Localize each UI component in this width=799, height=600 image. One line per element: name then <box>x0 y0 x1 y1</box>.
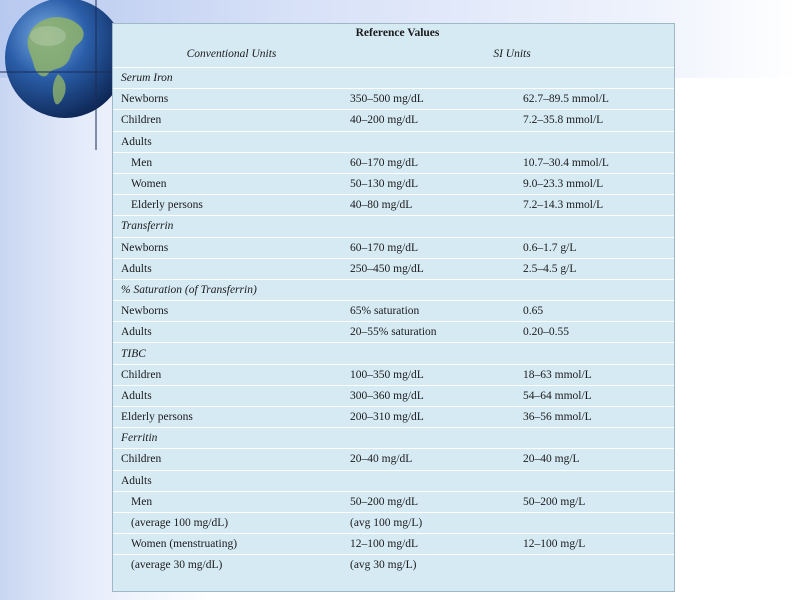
section-label: TIBC <box>113 343 342 364</box>
row-label: (average 30 mg/dL) <box>113 555 342 576</box>
conventional-value: 40–200 mg/dL <box>342 110 515 131</box>
si-value <box>515 555 674 576</box>
si-value: 7.2–14.3 mmol/L <box>515 195 674 216</box>
table-row <box>113 449 674 470</box>
si-value: 12–100 mg/L <box>515 534 674 555</box>
row-label: Adults <box>113 131 342 152</box>
si-value: 2.5–4.5 g/L <box>515 258 674 279</box>
si-value <box>515 279 674 300</box>
table-section-row <box>113 68 674 89</box>
row-label: Men <box>113 491 342 512</box>
row-label: Newborns <box>113 237 342 258</box>
si-value: 0.20–0.55 <box>515 322 674 343</box>
reference-values-table <box>112 23 675 592</box>
si-value: 54–64 mmol/L <box>515 385 674 406</box>
row-label: Children <box>113 449 342 470</box>
table-section-row <box>113 343 674 364</box>
section-label: Ferritin <box>113 428 342 449</box>
table-row <box>113 322 674 343</box>
si-value: 18–63 mmol/L <box>515 364 674 385</box>
table-row <box>113 555 674 576</box>
table-row <box>113 385 674 406</box>
conventional-value: 250–450 mg/dL <box>342 258 515 279</box>
row-label: Women (menstruating) <box>113 534 342 555</box>
conventional-value <box>342 216 515 237</box>
column-header-conventional: Conventional Units <box>186 48 277 60</box>
conventional-value: 12–100 mg/dL <box>342 534 515 555</box>
row-label: Adults <box>113 385 342 406</box>
table-row <box>113 512 674 533</box>
row-label: Adults <box>113 258 342 279</box>
row-label: Elderly persons <box>113 195 342 216</box>
row-label: Newborns <box>113 89 342 110</box>
conventional-value: 60–170 mg/dL <box>342 237 515 258</box>
column-header-si: SI Units <box>493 48 531 60</box>
table-row <box>113 173 674 194</box>
section-label: % Saturation (of Transferrin) <box>113 279 342 300</box>
conventional-value: 200–310 mg/dL <box>342 407 515 428</box>
conventional-value <box>342 131 515 152</box>
row-label: Adults <box>113 470 342 491</box>
si-value <box>515 343 674 364</box>
conventional-value <box>342 470 515 491</box>
si-value <box>515 512 674 533</box>
si-value <box>515 68 674 89</box>
conventional-value: 50–200 mg/dL <box>342 491 515 512</box>
conventional-value: (avg 30 mg/L) <box>342 555 515 576</box>
row-label: Women <box>113 173 342 194</box>
si-value: 0.65 <box>515 301 674 322</box>
si-value <box>515 131 674 152</box>
table-row <box>113 237 674 258</box>
section-label: Serum Iron <box>113 68 342 89</box>
table-row <box>113 534 674 555</box>
conventional-value: 60–170 mg/dL <box>342 152 515 173</box>
si-value <box>515 428 674 449</box>
si-value: 0.6–1.7 g/L <box>515 237 674 258</box>
conventional-value: 20–55% saturation <box>342 322 515 343</box>
si-value <box>515 470 674 491</box>
table-row <box>113 258 674 279</box>
table-section-row <box>113 279 674 300</box>
section-label: Transferrin <box>113 216 342 237</box>
si-value: 20–40 mg/L <box>515 449 674 470</box>
table-row <box>113 152 674 173</box>
table-row <box>113 491 674 512</box>
conventional-value: 65% saturation <box>342 301 515 322</box>
si-value: 50–200 mg/L <box>515 491 674 512</box>
table-row <box>113 195 674 216</box>
table-row <box>113 301 674 322</box>
table-section-row <box>113 428 674 449</box>
table-row <box>113 131 674 152</box>
conventional-value <box>342 279 515 300</box>
conventional-value <box>342 68 515 89</box>
table-section-row <box>113 216 674 237</box>
table-row <box>113 89 674 110</box>
si-value <box>515 216 674 237</box>
row-label: (average 100 mg/dL) <box>113 512 342 533</box>
si-value: 36–56 mmol/L <box>515 407 674 428</box>
row-label: Newborns <box>113 301 342 322</box>
table-row <box>113 364 674 385</box>
table-row <box>113 110 674 131</box>
table-row <box>113 470 674 491</box>
conventional-value: 50–130 mg/dL <box>342 173 515 194</box>
conventional-value: (avg 100 mg/L) <box>342 512 515 533</box>
table-title: Reference Values <box>355 26 440 39</box>
si-value: 9.0–23.3 mmol/L <box>515 173 674 194</box>
si-value: 7.2–35.8 mmol/L <box>515 110 674 131</box>
conventional-value: 350–500 mg/dL <box>342 89 515 110</box>
table-row <box>113 407 674 428</box>
si-value: 62.7–89.5 mmol/L <box>515 89 674 110</box>
conventional-value: 100–350 mg/dL <box>342 364 515 385</box>
conventional-value: 300–360 mg/dL <box>342 385 515 406</box>
conventional-value: 40–80 mg/dL <box>342 195 515 216</box>
conventional-value <box>342 428 515 449</box>
row-label: Children <box>113 364 342 385</box>
conventional-value <box>342 343 515 364</box>
si-value: 10.7–30.4 mmol/L <box>515 152 674 173</box>
conventional-value: 20–40 mg/dL <box>342 449 515 470</box>
row-label: Adults <box>113 322 342 343</box>
row-label: Men <box>113 152 342 173</box>
row-label: Elderly persons <box>113 407 342 428</box>
row-label: Children <box>113 110 342 131</box>
